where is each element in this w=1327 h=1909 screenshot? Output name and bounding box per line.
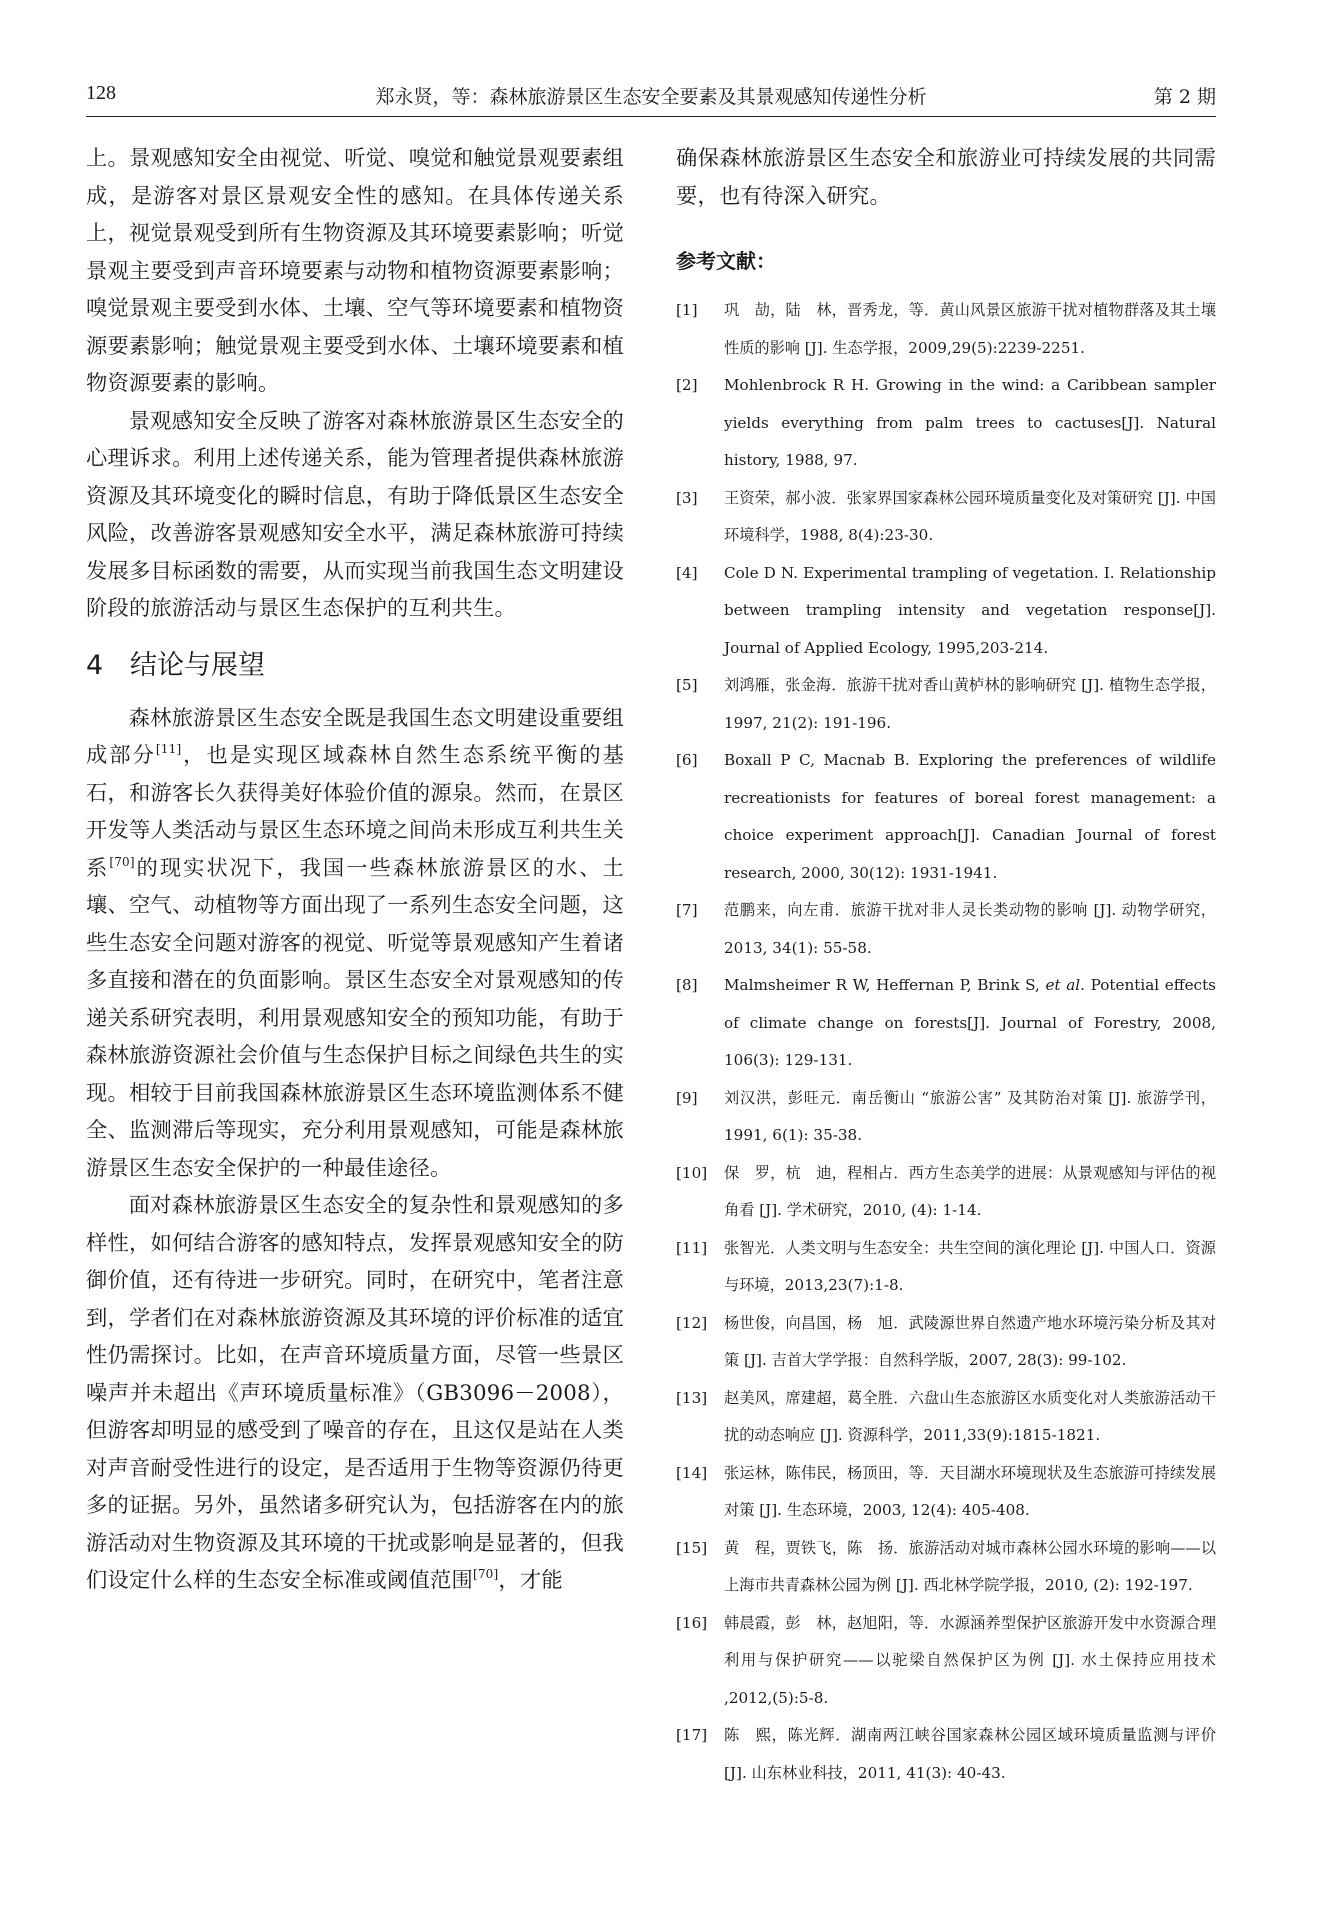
- reference-item: [676, 1305, 1216, 1380]
- reference-item: [676, 555, 1216, 668]
- reference-number: [7]: [676, 901, 698, 919]
- reference-item: [676, 1080, 1216, 1155]
- page-number: 128: [86, 82, 116, 104]
- paragraph: [86, 700, 624, 1188]
- reference-item: [676, 742, 1216, 892]
- reference-item: [676, 1380, 1216, 1455]
- reference-number: [2]: [676, 376, 698, 394]
- section-title: 结论与展望: [130, 649, 265, 681]
- reference-text: 韩晨霞，彭 林，赵旭阳，等．水源涵养型保护区旅游开发中水资源合理利用与保护研究——以驼梁自然保护区为例 [J]. 水土保持应用技术 ,2012,(5):5-8.: [724, 1613, 1216, 1707]
- text-run: 的现实状况下，我国一些森林旅游景区的水、土壤、空气、动植物等方面出现了一系列生态安全问题，这些生态安全问题对游客的视觉、听觉等景观感知产生着诸多直接和潜在的负面影响。景区生态安全对景观感知的传递关系研究表明，利用景观感知安全的预知功能，有助于森林旅游资源社会价值与生态保护目标之间绿色共生的实现。相较于目前我国森林旅游景区生态环境监测体系不健全、监测滞后等现实，充分利用景观感知，可能是森林旅游景区生态安全保护的一种最佳途径。: [86, 855, 625, 1181]
- paragraph: [86, 1187, 624, 1600]
- reference-text: 刘汉洪，彭旺元．南岳衡山 “旅游公害” 及其防治对策 [J]. 旅游学刊，1991, 6(1): 35-38.: [724, 1088, 1216, 1144]
- reference-number: [11]: [676, 1238, 708, 1257]
- reference-item: [676, 1455, 1216, 1530]
- section-heading: [86, 646, 624, 686]
- reference-number: [5]: [676, 676, 698, 694]
- reference-text: Mohlenbrock R H. Growing in the wind: a Caribbean sampler yields everything from palm trees to cactuses[J]. Natural history, 1988, 97.: [724, 376, 1216, 469]
- reference-item: [676, 967, 1216, 1080]
- reference-number: [1]: [676, 301, 698, 319]
- reference-number: [10]: [676, 1163, 708, 1182]
- reference-text: 陈 熙，陈光辉．湖南两江峡谷国家森林公园区域环境质量监测与评价 [J]. 山东林业科技，2011, 41(3): 40-43.: [724, 1726, 1216, 1782]
- reference-text: Cole D N. Experimental trampling of vegetation. I. Relationship between trampling intensity and vegetation response[J]. Journal of Applied Ecology, 1995,203-214.: [724, 563, 1216, 657]
- reference-item: [676, 1230, 1216, 1305]
- reference-number: [13]: [676, 1388, 708, 1407]
- reference-text: 张智光．人类文明与生态安全：共生空间的演化理论 [J]. 中国人口．资源与环境，2013,23(7):1-8.: [724, 1238, 1216, 1294]
- text-run: ，也是实现区域森林自然生态系统平衡的基石，和游客长久获得美好体验价值的源泉。然而，在景区开发等人类活动与景区生态环境之间尚未形成互利共生关系: [86, 743, 624, 881]
- reference-text: 赵美风，席建超，葛全胜．六盘山生态旅游区水质变化对人类旅游活动干扰的动态响应 [J]. 资源科学，2011,33(9):1815-1821.: [724, 1388, 1216, 1444]
- paragraph: 景观感知安全反映了游客对森林旅游景区生态安全的心理诉求。利用上述传递关系，能为管理者提供森林旅游资源及其环境变化的瞬时信息，有助于降低景区生态安全风险，改善游客景观感知安全水平，满足森林旅游可持续发展多目标函数的需要，从而实现当前我国生态文明建设阶段的旅游活动与景区生态保护的互利共生。: [86, 408, 624, 621]
- right-column: [676, 140, 1216, 1792]
- reference-number: [17]: [676, 1726, 708, 1744]
- reference-text: 黄 程，贾铁飞，陈 扬．旅游活动对城市森林公园水环境的影响——以上海市共青森林公园为例 [J]. 西北林学院学报，2010, (2): 192-197.: [724, 1538, 1216, 1594]
- issue-number: 第 2 期: [1153, 86, 1216, 108]
- text-run: ，才能: [498, 1568, 563, 1593]
- running-title: 郑永贤，等：森林旅游景区生态安全要素及其景观感知传递性分析: [375, 86, 927, 108]
- reference-item: [676, 892, 1216, 967]
- text-run: 面对森林旅游景区生态安全的复杂性和景观感知的多样性，如何结合游客的感知特点，发挥景观感知安全的防御价值，还有待进一步研究。同时，在研究中，笔者注意到，学者们在对森林旅游资源及其环境的评价标准的适宜性仍需探讨。比如，在声音环境质量方面，尽管一些景区噪声并未超出《声环境质量标准》（GB3096－2008），但游客却明显的感受到了噪音的存在，且这仅是站在人类对声音耐受性进行的设定，是否适用于生物等资源仍待更多的证据。另外，虽然诸多研究认为，包括游客在内的旅游活动对生物资源及其环境的干扰或影响是显著的，但我们设定什么样的生态安全标准或阈值范围: [86, 1193, 624, 1593]
- reference-text: Malmsheimer R W, Heffernan P, Brink S,: [724, 976, 1046, 994]
- reference-number: [6]: [676, 751, 698, 769]
- reference-text-italic: et al.: [1045, 976, 1085, 994]
- reference-text: Potential effects of climate change on forests[J]. Journal of Forestry, 2008, 106(3): 129-131.: [724, 976, 1216, 1069]
- reference-item: [676, 1717, 1216, 1792]
- reference-text: 刘鸿雁，张金海．旅游干扰对香山黄栌林的影响研究 [J]. 植物生态学报，1997, 21(2): 191-196.: [724, 676, 1216, 732]
- reference-item: [676, 1605, 1216, 1718]
- reference-text: 保 罗，杭 迪，程相占．西方生态美学的进展：从景观感知与评估的视角看 [J]. 学术研究，2010, (4): 1-14.: [724, 1163, 1216, 1219]
- reference-number: [14]: [676, 1463, 708, 1482]
- reference-item: [676, 367, 1216, 480]
- reference-item: [676, 1155, 1216, 1230]
- reference-number: [8]: [676, 976, 698, 994]
- reference-item: [676, 667, 1216, 742]
- reference-text: 王资荣，郝小波．张家界国家森林公园环境质量变化及对策研究 [J]. 中国环境科学，1988, 8(4):23-30.: [724, 488, 1216, 544]
- reference-item: [676, 1530, 1216, 1605]
- left-column: [86, 140, 624, 1600]
- running-header: [86, 80, 1216, 117]
- references-heading: 参考文献：: [676, 249, 776, 273]
- reference-number: [4]: [676, 563, 698, 582]
- citation: [11]: [155, 742, 182, 756]
- reference-text: 张运林，陈伟民，杨顶田，等．天目湖水环境现状及生态旅游可持续发展对策 [J]. 生态环境，2003, 12(4): 405-408.: [724, 1463, 1216, 1519]
- reference-text: 杨世俊，向昌国，杨 旭．武陵源世界自然遗产地水环境污染分析及其对策 [J]. 吉首大学学报：自然科学版，2007, 28(3): 99-102.: [724, 1313, 1216, 1369]
- reference-list: [676, 292, 1216, 1792]
- section-number: 4: [86, 649, 104, 681]
- reference-number: [9]: [676, 1088, 698, 1107]
- reference-text: 范鹏来，向左甫．旅游干扰对非人灵长类动物的影响 [J]. 动物学研究，2013, 34(1): 55-58.: [724, 901, 1216, 957]
- reference-number: [3]: [676, 488, 698, 507]
- reference-number: [15]: [676, 1538, 708, 1557]
- reference-number: [16]: [676, 1613, 708, 1632]
- text-run: 森林旅游景区生态安全既是我国生态文明建设重要组成部分: [86, 705, 624, 768]
- paragraph-continued: 确保森林旅游景区生态安全和旅游业可持续发展的共同需要，也有待深入研究。: [676, 146, 1216, 209]
- reference-text: Boxall P C, Macnab B. Exploring the preferences of wildlife recreationists for features of boreal forest management: a choice experiment approach[J]. Canadian Journal of forest research, 2000, 30(12): 1931-1941.: [724, 751, 1216, 882]
- reference-item: [676, 480, 1216, 555]
- paragraph-continued: 上。景观感知安全由视觉、听觉、嗅觉和触觉景观要素组成，是游客对景区景观安全性的感知。在具体传递关系上，视觉景观受到所有生物资源及其环境要素影响；听觉景观主要受到声音环境要素与动物和植物资源要素影响；嗅觉景观主要受到水体、土壤、空气等环境要素和植物资源要素影响；触觉景观主要受到水体、土壤环境要素和植物资源要素的影响。: [86, 146, 624, 396]
- citation: [70]: [472, 1567, 499, 1581]
- reference-item: [676, 292, 1216, 367]
- citation: [70]: [109, 854, 135, 869]
- reference-number: [12]: [676, 1313, 708, 1332]
- reference-text: 巩 劼，陆 林，晋秀龙，等．黄山风景区旅游干扰对植物群落及其土壤性质的影响 [J]. 生态学报，2009,29(5):2239-2251.: [724, 301, 1216, 357]
